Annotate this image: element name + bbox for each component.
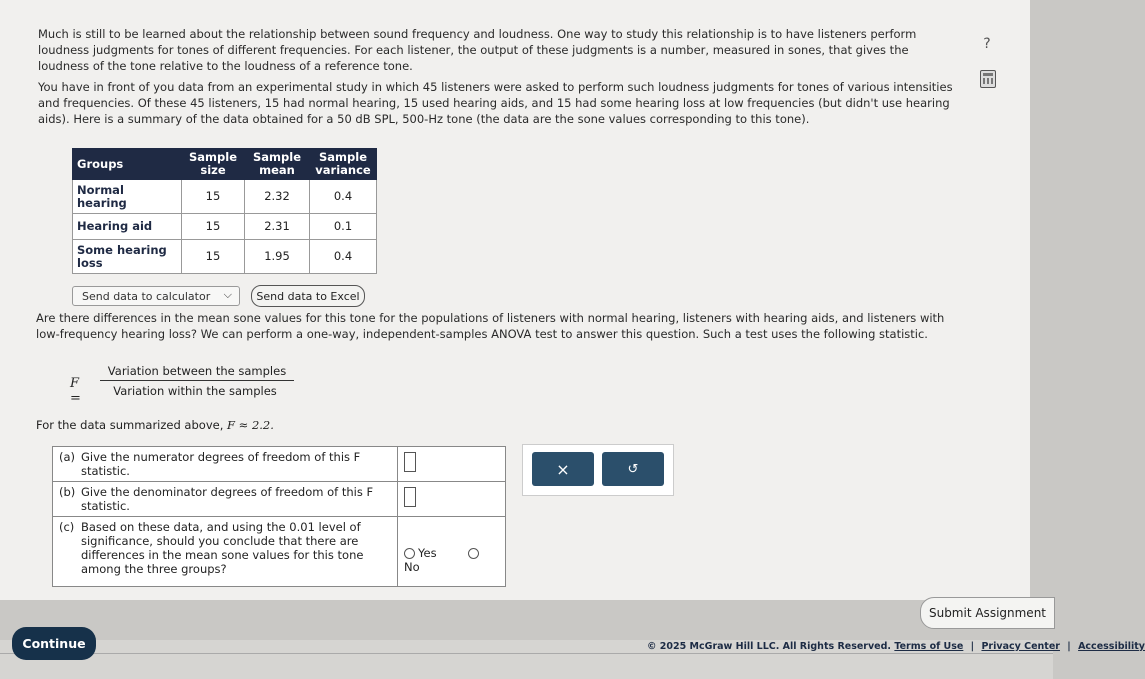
submit-assignment-button[interactable]: Submit Assignment [920, 597, 1055, 629]
question-text: Based on these data, and using the 0.01 level of significance, should you conclude that there are differences in the mean sone values for this tone among the three groups? [81, 520, 364, 576]
terms-of-use-link[interactable]: Terms of Use [894, 641, 964, 652]
question-label: (b) [59, 485, 76, 499]
sample-variance: 0.1 [310, 214, 377, 240]
answer-action-panel [522, 444, 674, 496]
data-summary-table [72, 148, 377, 274]
radio-yes[interactable]: Yes [404, 546, 451, 560]
f-value-summary [36, 418, 274, 432]
sample-variance: 0.4 [310, 180, 377, 214]
formula-numerator: Variation between the samples [100, 364, 294, 381]
table-row [73, 214, 377, 240]
send-to-calculator-label: Send data to calculator [82, 289, 211, 303]
question-row-c [53, 517, 506, 587]
group-name: Normal hearing [73, 180, 182, 214]
group-name: Some hearing loss [73, 240, 182, 274]
accessibility-link[interactable]: Accessibility [1078, 641, 1145, 652]
question-intro: Are there differences in the mean sone values for this tone for the populations of listeners with normal hearing, listeners with hearing aids, and listeners with low-frequency hearing loss? We can perform a one-way, independent-samples ANOVA test to answer this question. Such a test uses the following statistic. [36, 311, 945, 341]
f-variable: F = [70, 376, 81, 406]
sample-size: 15 [182, 180, 245, 214]
radio-no[interactable]: No [404, 546, 482, 574]
question-label: (c) [59, 520, 75, 534]
question-row-b [53, 482, 506, 517]
radio-button[interactable] [468, 548, 479, 559]
header-sample-variance: Sample variance [310, 149, 377, 180]
sample-variance: 0.4 [310, 240, 377, 274]
table-row [73, 180, 377, 214]
sample-mean: 2.32 [245, 180, 310, 214]
question-text: Give the denominator degrees of freedom of this F statistic. [81, 485, 374, 513]
sample-mean: 1.95 [245, 240, 310, 274]
help-icon[interactable]: ? [983, 36, 991, 52]
formula-fraction [100, 364, 294, 398]
group-name: Hearing aid [73, 214, 182, 240]
conclusion-radio-group [404, 546, 499, 574]
question-row-a [53, 447, 506, 482]
summary-text: For the data summarized above, [36, 418, 224, 432]
header-groups: Groups [73, 149, 182, 180]
table-row [73, 240, 377, 274]
copyright-text: © 2025 McGraw Hill LLC. All Rights Reserved. [647, 641, 892, 652]
undo-button[interactable]: ↺ [602, 452, 664, 486]
question-table [52, 446, 506, 587]
header-sample-mean: Sample mean [245, 149, 310, 180]
send-to-excel-button[interactable]: Send data to Excel [251, 285, 365, 307]
header-sample-size: Sample size [182, 149, 245, 180]
numerator-df-input[interactable] [404, 452, 416, 472]
question-text: Give the numerator degrees of freedom of this F statistic. [81, 450, 361, 478]
sample-mean: 2.31 [245, 214, 310, 240]
question-label: (a) [59, 450, 76, 464]
clear-button[interactable]: × [532, 452, 594, 486]
calculator-icon[interactable] [980, 70, 996, 88]
sample-size: 15 [182, 214, 245, 240]
footer-text: © 2025 McGraw Hill LLC. All Rights Reserved. Terms of Use | Privacy Center | Accessibility [647, 641, 1145, 652]
intro-paragraph-1: Much is still to be learned about the relationship between sound frequency and loudness. One way to study this relationship is to have listeners perform loudness judgments for tones of different frequencies. For each listener, the output of these judgments is a number, measured in sones, that gives the loudness of the tone relative to the loudness of a reference tone. [38, 27, 917, 73]
f-value: F ≈ 2.2. [227, 418, 274, 432]
chevron-down-icon: ⌵ [223, 288, 232, 301]
privacy-center-link[interactable]: Privacy Center [981, 641, 1060, 652]
denominator-df-input[interactable] [404, 487, 416, 507]
intro-paragraph-2: You have in front of you data from an experimental study in which 45 listeners were asked to perform such loudness judgments for tones of various intensities and frequencies. Of these 45 listeners, 15 had normal hearing, 15 used hearing aids, and 15 had some hearing loss at low frequencies (but didn't use hearing aids). Here is a summary of the data obtained for a 50 dB SPL, 500-Hz tone (the data are the sone values corresponding to this tone). [38, 80, 953, 126]
radio-button[interactable] [404, 548, 415, 559]
sample-size: 15 [182, 240, 245, 274]
formula-denominator: Variation within the samples [113, 384, 277, 398]
continue-button[interactable]: Continue [12, 627, 96, 660]
send-to-calculator-dropdown[interactable] [72, 286, 240, 306]
